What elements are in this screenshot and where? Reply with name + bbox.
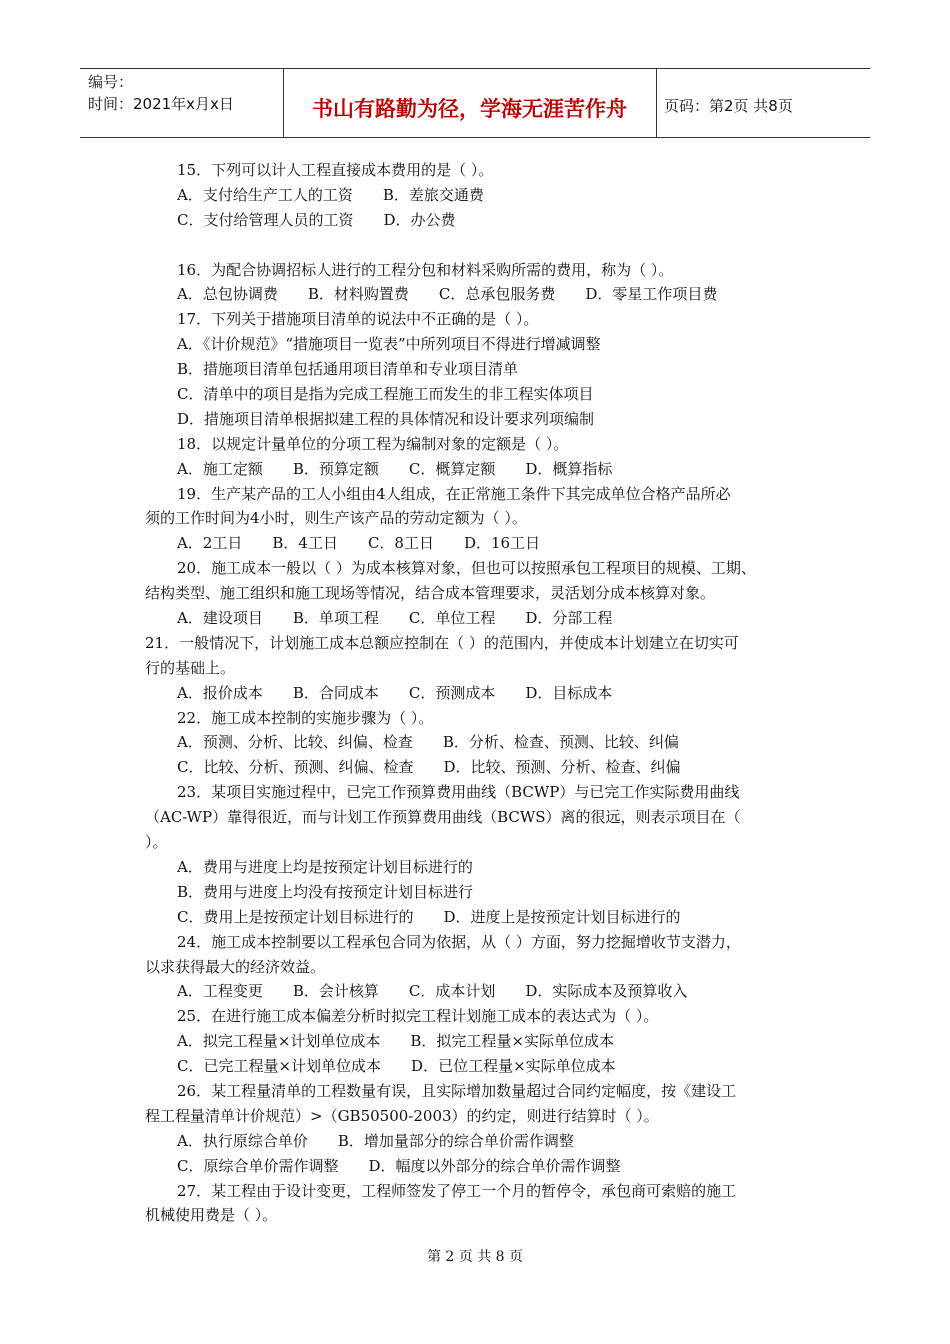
text-line: A．2工日 B．4工日 C．8工日 D．16工日 [177,534,541,553]
text-line: A．拟完工程量×计划单位成本 B．拟完工程量×实际单位成本 [177,1032,614,1051]
text-line: 行的基础上。 [145,658,236,677]
motto-text: 书山有路勤为径，学海无涯苦作舟 [312,97,627,121]
text-line: C．支付给管理人员的工资 D．办公费 [177,210,456,229]
text-line: C．费用上是按预定计划目标进行的 D．进度上是按预定计划目标进行的 [177,907,681,926]
page-footer: 第 2 页 共 8 页 [426,1249,524,1265]
text-line: 25．在进行施工成本偏差分析时拟完工程计划施工成本的表达式为（ ）。 [177,1007,659,1026]
text-line: 18．以规定计量单位的分项工程为编制对象的定额是（ ）。 [177,434,569,453]
text-line: 以求获得最大的经济效益。 [145,957,326,976]
text-line: C．清单中的项目是指为完成工程施工而发生的非工程实体项目 [177,385,594,404]
text-line: A．支付给生产工人的工资 B．差旅交通费 [177,185,484,204]
text-line: C．已完工程量×计划单位成本 D．已位工程量×实际单位成本 [177,1057,616,1076]
text-line: 程工程量清单计价规范）>（GB50500-2003）的约定，则进行结算时（ ）。 [145,1106,659,1125]
text-line: A．工程变更 B．会计核算 C．成本计划 D．实际成本及预算收入 [177,982,688,1001]
text-line: A．执行原综合单价 B．增加量部分的综合单价需作调整 [177,1131,574,1150]
text-line: A．施工定额 B．预算定额 C．概算定额 D．概算指标 [177,459,613,478]
text-line: 26．某工程量清单的工程数量有误，且实际增加数量超过合同约定幅度，按《建设工 [177,1081,737,1100]
text-line: 21．一般情况下，计划施工成本总额应控制在（ ）的范围内，并使成本计划建立在切实可 [145,633,739,652]
text-line: A．建设项目 B．单项工程 C．单位工程 D．分部工程 [177,609,613,628]
text-line [145,233,825,258]
text-line: 17．下列关于措施项目清单的说法中不正确的是（ ）。 [177,310,539,329]
text-line: C．原综合单价需作调整 D．幅度以外部分的综合单价需作调整 [177,1156,621,1175]
header-page-cell [656,69,870,137]
text-line: A．费用与进度上均是按预定计划目标进行的 [177,857,473,876]
text-line: A．《计价规范》“措施项目一览表”中所列项目不得进行增减调整 [177,335,601,354]
page-header [80,68,870,138]
text-line: 须的工作时间为4小时，则生产该产品的劳动定额为（ ）。 [145,509,527,528]
text-line: 20．施工成本一般以（ ）为成本核算对象，但也可以按照承包工程项目的规模、工期、 [177,559,756,578]
header-motto-cell [283,69,657,137]
text-line: A．预测、分析、比较、纠偏、检查 B．分析、检查、预测、比较、纠偏 [177,733,679,752]
text-line: （AC-WP）靠得很近，而与计划工作预算费用曲线（BCWS）离的很远，则表示项目在（ [145,808,741,827]
date-line: 时间：2021年x月x日 [88,95,234,113]
text-line: ）。 [145,833,168,852]
question-content [145,158,825,1228]
header-info-cell [80,69,284,137]
text-line: 16．为配合协调招标人进行的工程分包和材料采购所需的费用，称为（ ）。 [177,260,674,279]
text-line: B．措施项目清单包括通用项目清单和专业项目清单 [177,360,519,379]
text-line: 15．下列可以计人工程直接成本费用的是（ ）。 [177,161,494,179]
text-line: 24．施工成本控制要以工程承包合同为依据，从（ ）方面，努力挖掘增收节支潜力， [177,932,741,951]
text-line: 27．某工程由于设计变更，工程师签发了停工一个月的暂停令，承包商可索赔的施工 [177,1181,737,1200]
text-line: 23．某项目实施过程中，已完工作预算费用曲线（BCWP）与已完工作实际费用曲线 [177,783,740,802]
text-line: B．费用与进度上均没有按预定计划目标进行 [177,882,474,901]
text-line: 19．生产某产品的工人小组由4人组成，在正常施工条件下其完成单位合格产品所必 [177,484,731,503]
page-code: 页码：第2页 共8页 [664,97,793,115]
text-line: C．比较、分析、预测、纠偏、检查 D．比较、预测、分析、检查、纠偏 [177,758,681,777]
text-line: D．措施项目清单根据拟建工程的具体情况和设计要求列项编制 [177,409,595,428]
text-line: A．报价成本 B．合同成本 C．预测成本 D．目标成本 [177,683,613,702]
number-label: 编号： [88,73,134,91]
text-line: A．总包协调费 B．材料购置费 C．总承包服务费 D．零星工作项目费 [177,285,718,304]
text-line: 22．施工成本控制的实施步骤为（ ）。 [177,708,434,727]
text-line: 结构类型、施工组织和施工现场等情况，结合成本管理要求，灵活划分成本核算对象。 [145,584,716,603]
text-line: 机械使用费是（ ）。 [145,1206,278,1225]
